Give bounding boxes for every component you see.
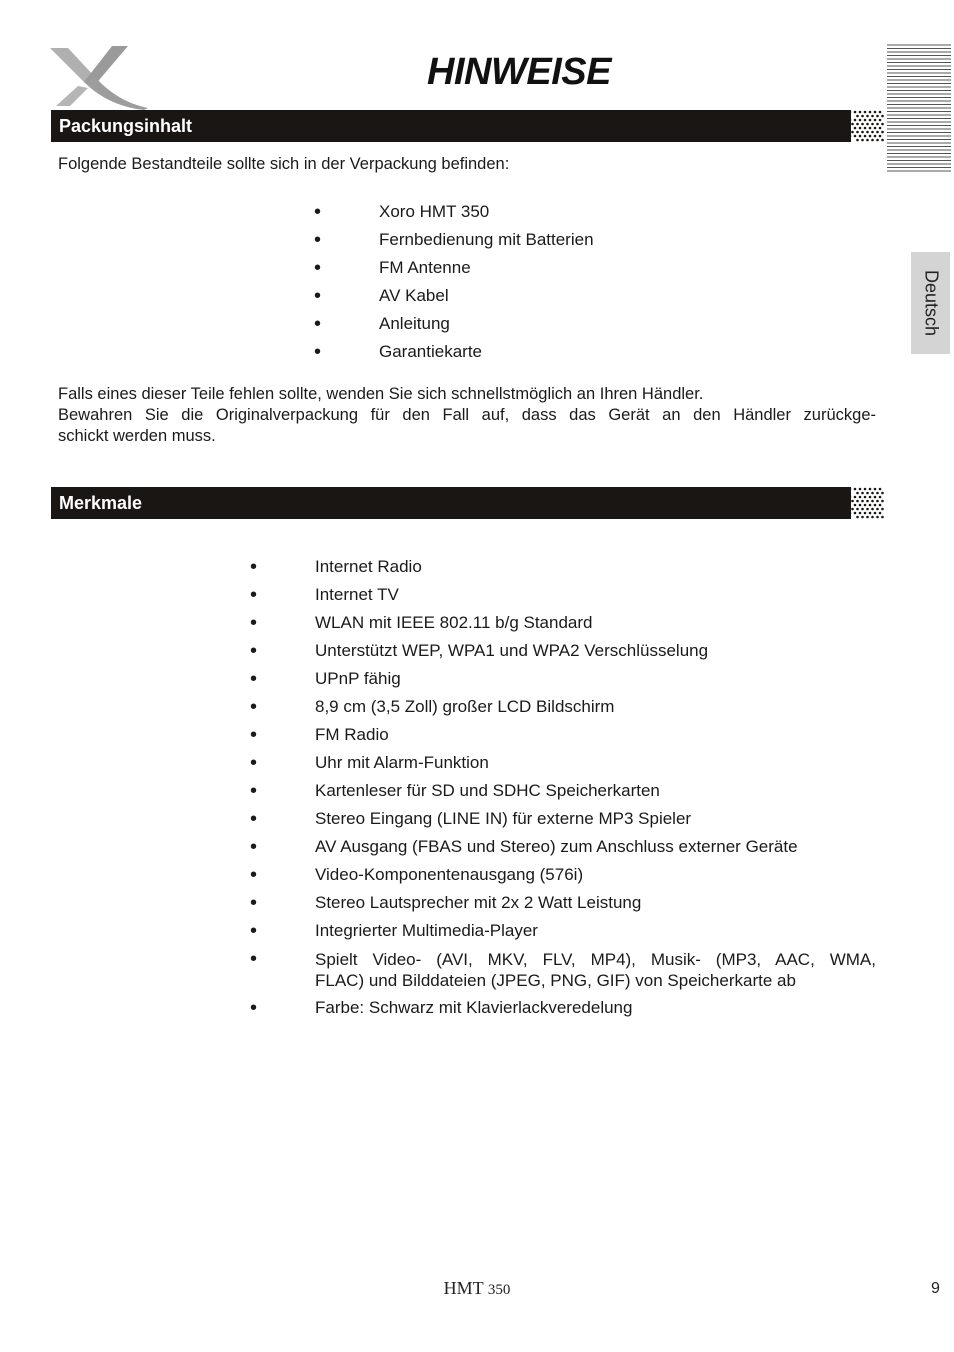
list-item: • Internet TV — [250, 584, 399, 606]
package-note-line-1: Falls eines dieser Teile fehlen sollte, wenden Sie sich schnellstmöglich an Ihren Händler. — [58, 385, 704, 403]
list-item: • 8,9 cm (3,5 Zoll) großer LCD Bildschirm — [250, 696, 615, 718]
bar-dot-pattern — [838, 110, 884, 142]
decorative-stripes — [887, 44, 951, 172]
section-heading-package: Packungsinhalt — [51, 110, 851, 142]
list-item: • Internet Radio — [250, 556, 422, 578]
list-item: • Stereo Eingang (LINE IN) für externe MP3 Spieler — [250, 808, 692, 830]
page-title: HINWEISE — [427, 51, 611, 93]
list-item: • Xoro HMT 350 — [314, 201, 490, 223]
list-item: • FM Antenne — [314, 257, 471, 279]
list-item: • UPnP fähig — [250, 668, 401, 690]
list-item: • Garantiekarte — [314, 341, 482, 363]
language-tab: Deutsch — [911, 252, 950, 354]
footer-model-name: HMT 350 — [443, 1278, 511, 1298]
list-item: • Video-Komponentenausgang (576i) — [250, 864, 584, 886]
list-item: • AV Kabel — [314, 285, 449, 307]
package-note-line-3: schickt werden muss. — [58, 427, 216, 445]
list-item: • Fernbedienung mit Batterien — [314, 229, 594, 251]
list-item: • Farbe: Schwarz mit Klavierlackveredelung — [250, 997, 633, 1019]
list-item: • Uhr mit Alarm-Funktion — [250, 752, 489, 774]
list-item: • Spielt Video- (AVI, MKV, FLV, MP4), Musik- (MP3, AAC, WMA, FLAC) und Bilddateien (JPEG, PNG, GIF) von Speicherkarte ab — [250, 948, 876, 990]
package-list — [314, 202, 714, 370]
list-item: • Kartenleser für SD und SDHC Speicherkarten — [250, 780, 660, 802]
package-intro: Folgende Bestandteile sollte sich in der Verpackung befinden: — [58, 155, 510, 173]
list-item: • FM Radio — [250, 724, 389, 746]
features-list — [250, 557, 876, 1026]
list-item: • Stereo Lautsprecher mit 2x 2 Watt Leistung — [250, 892, 642, 914]
bar-dot-pattern — [838, 487, 884, 519]
page-number: 9 — [931, 1280, 940, 1297]
list-item: • Anleitung — [314, 313, 450, 335]
list-item: • AV Ausgang (FBAS und Stereo) zum Anschluss externer Geräte — [250, 836, 798, 858]
list-item: • Integrierter Multimedia-Player — [250, 920, 538, 942]
package-note-line-2: Bewahren Sie die Originalverpackung für den Fall auf, dass das Gerät an den Händler zurückge- — [58, 406, 876, 424]
list-item: • WLAN mit IEEE 802.11 b/g Standard — [250, 612, 593, 634]
section-heading-features: Merkmale — [51, 487, 851, 519]
list-item: • Unterstützt WEP, WPA1 und WPA2 Verschlüsselung — [250, 640, 709, 662]
